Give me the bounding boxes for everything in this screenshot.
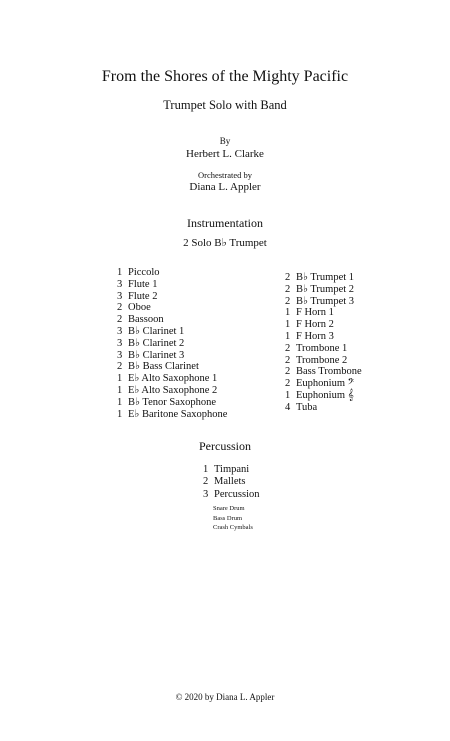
- part-count: 2: [285, 366, 291, 378]
- part-count: 1: [117, 384, 123, 396]
- instrument-row: [285, 296, 362, 308]
- piece-title: From the Shores of the Mighty Pacific: [101, 68, 349, 85]
- by-label: By: [219, 136, 231, 146]
- instrument-name: Timpani: [214, 464, 250, 475]
- part-count: 2: [285, 354, 291, 366]
- instrument-name: B♭ Trumpet 1: [296, 272, 355, 283]
- instrument-name: Flute 1: [128, 278, 158, 290]
- instrument-name: F Horn 2: [296, 319, 334, 331]
- solo-part: 2 Solo B♭ Trumpet: [183, 237, 267, 249]
- instrument-name: Tuba: [296, 401, 318, 413]
- instrument-name: Euphonium 𝄢: [296, 378, 355, 390]
- instrument-name: Oboe: [128, 302, 151, 314]
- part-count: 1: [117, 267, 123, 278]
- part-count: 3: [117, 290, 123, 302]
- instrument-row: [285, 307, 362, 319]
- instrument-row: [285, 366, 362, 378]
- orchestrated-by-label: Orchestrated by: [197, 170, 253, 180]
- part-count: 1: [117, 373, 123, 385]
- piece-subtitle: Trumpet Solo with Band: [163, 98, 287, 112]
- percussion-sub-item: Snare Drum: [213, 505, 245, 512]
- part-count: 1: [285, 307, 291, 319]
- percussion-sub-item: Crash Cymbals: [213, 524, 253, 532]
- part-count: 3: [117, 349, 123, 361]
- percussion-row: [203, 464, 260, 476]
- composer-name: Herbert L. Clarke: [186, 148, 264, 160]
- percussion-heading: Percussion: [199, 439, 251, 453]
- instrument-row: [117, 302, 227, 314]
- part-count: 3: [117, 337, 123, 349]
- percussion-sublist: [213, 504, 253, 533]
- percussion-row: [203, 489, 260, 501]
- instrument-row: [117, 314, 227, 326]
- instrument-row: [117, 291, 227, 303]
- instrument-row: [117, 267, 227, 279]
- instrument-name: B♭ Clarinet 3: [128, 349, 185, 361]
- instrument-name: E♭ Alto Saxophone 2: [128, 384, 218, 396]
- instrument-name: Mallets: [214, 476, 246, 488]
- instrument-row: [117, 385, 227, 397]
- part-count: 3: [203, 488, 209, 500]
- instrument-row: [285, 378, 362, 390]
- instrument-row: [117, 350, 227, 362]
- instrument-row: [285, 272, 362, 284]
- instrument-row: [285, 331, 362, 343]
- instrument-name: E♭ Baritone Saxophone: [128, 408, 228, 420]
- instrument-name: F Horn 3: [296, 330, 334, 342]
- instrument-row: [285, 343, 362, 355]
- instrument-row: [117, 361, 227, 373]
- instrument-name: Euphonium 𝄞: [296, 389, 354, 401]
- instrument-row: [285, 355, 362, 367]
- instrument-list-right: [285, 272, 362, 414]
- instrument-row: [117, 279, 227, 291]
- instrument-name: B♭ Trumpet 2: [296, 283, 355, 295]
- part-count: 2: [285, 342, 291, 354]
- part-count: 4: [285, 401, 291, 413]
- instrument-row: [285, 390, 362, 402]
- percussion-list: [203, 464, 260, 501]
- part-count: 1: [285, 330, 291, 342]
- percussion-row: [203, 476, 260, 488]
- instrument-row: [117, 326, 227, 338]
- part-count: 1: [285, 319, 291, 331]
- part-count: 2: [117, 361, 123, 373]
- part-count: 1: [117, 396, 123, 408]
- copyright-notice: © 2020 by Diana L. Appler: [175, 692, 275, 702]
- part-count: 2: [285, 295, 291, 307]
- part-count: 1: [117, 408, 123, 420]
- instrument-name: E♭ Alto Saxophone 1: [128, 373, 218, 385]
- part-count: 2: [285, 283, 291, 295]
- instrument-name: Piccolo: [128, 267, 160, 278]
- part-count: 1: [285, 389, 291, 401]
- instrument-name: Flute 2: [128, 290, 158, 302]
- part-count: 2: [285, 272, 291, 283]
- orchestrator-name: Diana L. Appler: [189, 181, 261, 193]
- instrument-name: B♭ Trumpet 3: [296, 295, 355, 307]
- part-count: 2: [117, 314, 123, 326]
- instrument-name: F Horn 1: [296, 307, 334, 319]
- instrument-row: [117, 338, 227, 350]
- instrument-row: [285, 402, 362, 414]
- part-count: 3: [117, 325, 123, 337]
- instrument-name: Percussion: [214, 488, 260, 500]
- instrument-list-left: [117, 267, 227, 420]
- part-count: 2: [203, 476, 209, 488]
- instrument-row: [285, 284, 362, 296]
- instrumentation-heading: Instrumentation: [187, 216, 263, 230]
- instrument-name: B♭ Clarinet 2: [128, 337, 185, 349]
- part-count: 3: [117, 278, 123, 290]
- instrument-name: B♭ Tenor Saxophone: [128, 396, 217, 408]
- instrument-name: Bass Trombone: [296, 366, 362, 378]
- instrument-row: [285, 319, 362, 331]
- part-count: 1: [203, 464, 209, 475]
- instrument-name: B♭ Clarinet 1: [128, 325, 185, 337]
- part-count: 2: [117, 302, 123, 314]
- instrument-row: [117, 409, 227, 421]
- percussion-sub-item: Bass Drum: [213, 514, 243, 522]
- instrument-name: Trombone 2: [296, 354, 348, 366]
- instrument-name: B♭ Bass Clarinet: [128, 361, 199, 373]
- instrument-name: Bassoon: [128, 314, 164, 326]
- instrument-name: Trombone 1: [296, 342, 348, 354]
- part-count: 2: [285, 378, 291, 390]
- instrument-row: [117, 373, 227, 385]
- instrument-row: [117, 397, 227, 409]
